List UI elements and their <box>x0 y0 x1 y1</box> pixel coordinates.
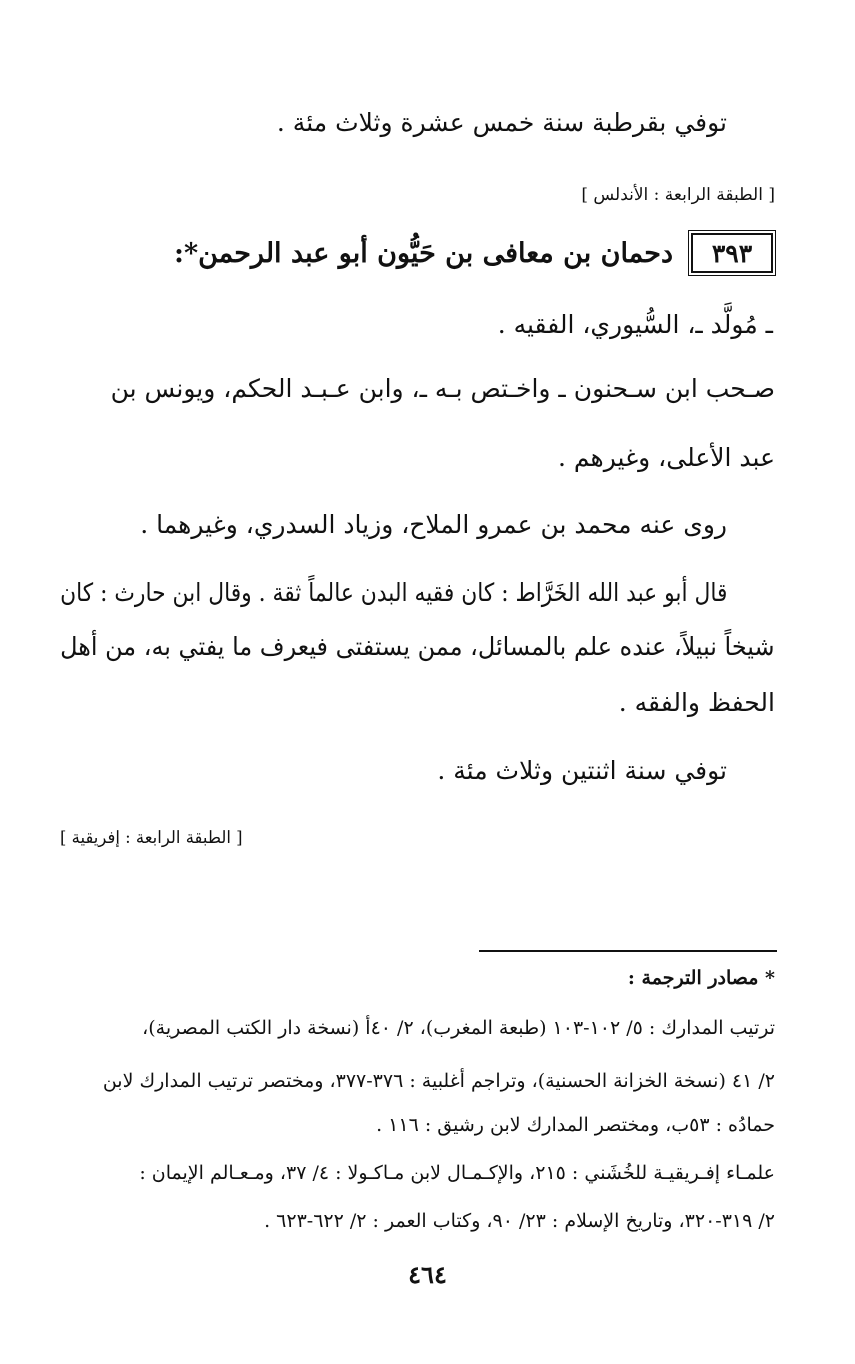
paragraph-quote-line-1: قال أبو عبد الله الخَرَّاط : كان فقيه البدن عالماً ثقة . وقال ابن حارث : كان <box>59 578 727 607</box>
paragraph-companions-line-2: عبد الأعلى، وغيرهم . <box>558 443 775 472</box>
footnote-heading: * مصادر الترجمة : <box>627 967 775 989</box>
footnote-line: ٢/ ٤١ (نسخة الخزانة الحسنية)، وتراجم أغلبية : ٣٧٦-٣٧٧، ومختصر ترتيب المدارك لابن <box>102 1070 775 1092</box>
paragraph-companions-line-1: صـحب ابن سـحنون ـ واخـتص بـه ـ، وابن عـبـد الحكم، ويونس بن <box>110 374 775 403</box>
entry-number-box: ٣٩٣ <box>691 233 773 273</box>
footnote-divider <box>479 950 777 952</box>
category-label-ifriqiya: [ الطبقة الرابعة : إفريقية ] <box>60 828 243 848</box>
entry-name: دحمان بن معافى بن حَيُّون أبو عبد الرحمن*: <box>173 237 673 269</box>
paragraph-quote-line-3: الحفظ والفقه . <box>618 688 775 717</box>
footnote-line: علمـاء إفـريقيـة للخُشَني : ٢١٥، والإكـمـال لابن مـاكـولا : ٤/ ٣٧، ومـعـالم الإيمان : <box>139 1162 775 1184</box>
footnote-line: حمادُه : ٥٣ب، ومختصر المدارك لابن رشيق : ١١٦ . <box>376 1114 775 1136</box>
paragraph-death: توفي سنة اثنتين وثلاث مئة . <box>437 756 727 785</box>
footnote-line: ٢/ ٣١٩-٣٢٠، وتاريخ الإسلام : ٢٣/ ٩٠، وكتاب العمر : ٢/ ٦٢٢-٦٢٣ . <box>264 1210 775 1232</box>
previous-entry-death-line: توفي بقرطبة سنة خمس عشرة وثلاث مئة . <box>276 108 727 137</box>
category-label-andalus: [ الطبقة الرابعة : الأندلس ] <box>581 185 775 205</box>
paragraph-narrators: روى عنه محمد بن عمرو الملاح، وزياد السدري، وغيرهما . <box>140 510 727 539</box>
entry-description-line: ـ مُولَّد ـ، السُّيوري، الفقيه . <box>497 310 773 339</box>
paragraph-quote-line-2: شيخاً نبيلاً، عنده علم بالمسائل، ممن يستفتى فيعرف ما يفتي به، من أهل <box>60 632 775 661</box>
footnote-line: ترتيب المدارك : ٥/ ١٠٢-١٠٣ (طبعة المغرب)، ٢/ ٤٠أ (نسخة دار الكتب المصرية)، <box>142 1017 775 1039</box>
page-number: ٤٦٤ <box>408 1260 447 1289</box>
entry-heading <box>174 228 773 278</box>
